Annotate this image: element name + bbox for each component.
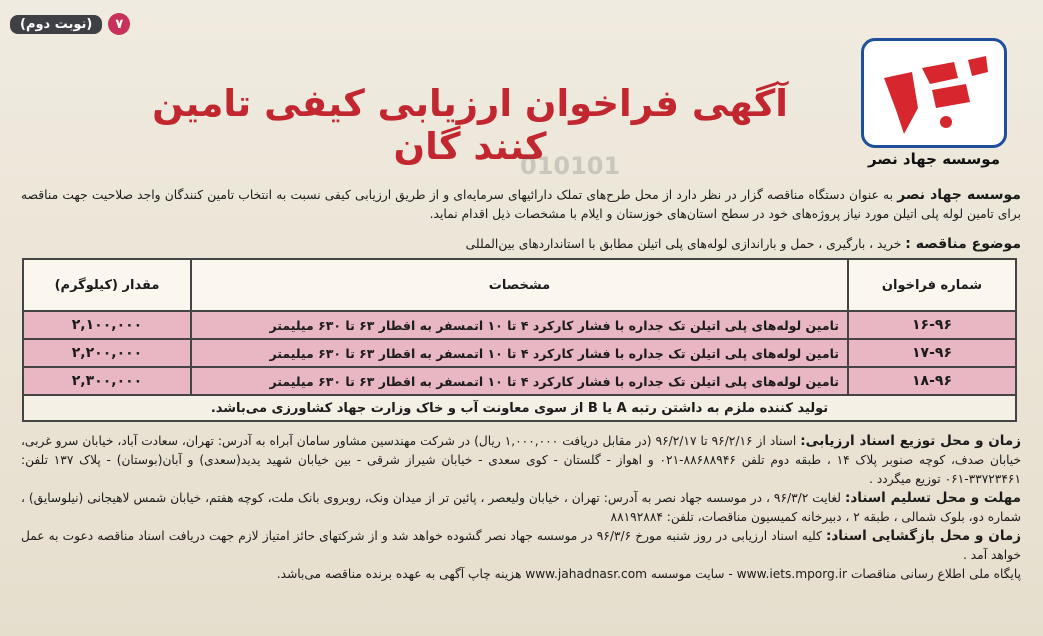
row-spec: تامین لوله‌های پلی اتیلن تک جداره با فشار کارکرد ۴ تا ۱۰ اتمسفر به اقطار ۶۳ تا ۶۳۰ میلیمتر — [191, 339, 848, 367]
row-qty: ۲,۱۰۰,۰۰۰ — [23, 311, 191, 339]
row-number: ۱۷-۹۶ — [848, 339, 1016, 367]
round-label: (نوبت دوم) — [10, 15, 102, 34]
opening-text: کلیه اسناد ارزیابی در روز شنبه مورخ ۹۶/۳/۶ در موسسه جهاد نصر گشوده خواهد شد و از شرکتهای حائز امتیاز لازم جهت دریافت اسناد مناقصه دعوت به عمل خواهد آمد . — [21, 529, 1021, 562]
submission-text: لغایت ۹۶/۳/۲ ، در موسسه جهاد نصر به آدرس: تهران ، خیابان ولیعصر ، پائین تر از میدان ونک، روبروی بانک ملت، کوچه هفتم، خیابان شمس لاهیجانی (نیلوسایق) ، شماره دو، بلوک شمالی ، طبقه ۲ ، دبیرخانه کمیسیون مناقصات، تلفن: ۸۸۱۹۲۸۸۴ — [21, 491, 1021, 524]
logo-mark-icon — [874, 48, 994, 138]
ad-title: آگهی فراخوان ارزیابی کیفی تامین کنند گان — [152, 82, 788, 168]
distribution-text: اسناد از ۹۶/۲/۱۶ تا ۹۶/۲/۱۷ (در مقابل دریافت ۱,۰۰۰,۰۰۰ ریال) در شرکت مهندسین مشاور سامان آبراه به آدرس: تهران، سعادت آباد، خیابان سرو غربی، خیابان صدف، کوچه صنوبر پلاک ۱۴ ، طبقه دوم تلفن ۸۸۶۸۸۹۴۶-۰۲۱ و اهواز - گلستان - کوی سعدی - خیابان شیراز شرقی - بین خیابان شهید یدید(سعدی) و آبان(بوستان) - پلاک ۱۳۷ تلفن: ۳۳۷۲۳۴۶۱-۰۶۱ توزیع میگردد . — [21, 434, 1022, 486]
row-spec: تامین لوله‌های پلی اتیلن تک جداره با فشار کارکرد ۴ تا ۱۰ اتمسفر به اقطار ۶۳ تا ۶۳۰ میلیمتر — [191, 311, 848, 339]
logo-caption: موسسه جهاد نصر — [867, 150, 1001, 168]
org-name: موسسه جهاد نصر — [897, 187, 1021, 203]
submission-paragraph — [21, 489, 1021, 527]
intro-text: به عنوان دستگاه مناقصه گزار در نظر دارد از محل طرح‌های تملک دارائیهای سرمایه‌ای و از طریق ارزیابی کیفی نسبت به انتخاب تامین کنندگان واجد صلاحیت جهت مناقصه برای تامین لوله پلی اتیلن مورد نیاز پروژه‌های خود در سطح استان‌های خوزستان و ایلام با مشخصات ذیل اقدام نماید. — [21, 188, 1021, 221]
subject-text: خرید ، بارگیری ، حمل و باراندازی لوله‌های پلی اتیلن مطابق با استانداردهای بین‌المللی — [465, 237, 902, 251]
table-footer-row — [23, 395, 1016, 421]
row-number: ۱۸-۹۶ — [848, 367, 1016, 395]
table-row — [23, 339, 1016, 367]
header-spec: مشخصات — [191, 259, 848, 311]
row-spec: تامین لوله‌های پلی اتیلن تک جداره با فشار کارکرد ۴ تا ۱۰ اتمسفر به اقطار ۶۳ تا ۶۳۰ میلیمتر — [191, 367, 848, 395]
distribution-paragraph — [21, 432, 1021, 489]
watermark: 010101 — [520, 152, 621, 180]
spec-table — [22, 258, 1017, 422]
tender-subject — [21, 236, 1021, 252]
opening-paragraph — [21, 527, 1021, 565]
subject-label: موضوع مناقصه : — [905, 236, 1021, 252]
row-number: ۱۶-۹۶ — [848, 311, 1016, 339]
distribution-label: زمان و محل توزیع اسناد ارزیابی: — [800, 433, 1022, 449]
table-row — [23, 311, 1016, 339]
table-footer: تولید کننده ملزم به داشتن رتبه A یا B از سوی معاونت آب و خاک وزارت جهاد کشاورزی می‌باشد. — [23, 395, 1016, 421]
submission-label: مهلت و محل تسلیم اسناد: — [844, 490, 1021, 506]
table-header — [23, 259, 1016, 311]
round-badge — [10, 13, 130, 35]
intro-paragraph — [21, 186, 1021, 224]
header-qty: مقدار (کیلوگرم) — [23, 259, 191, 311]
issue-number: ۷ — [108, 13, 130, 35]
details-section — [21, 432, 1021, 584]
row-qty: ۲,۳۰۰,۰۰۰ — [23, 367, 191, 395]
header-number: شماره فراخوان — [848, 259, 1016, 311]
opening-label: زمان و محل بازگشایی اسناد: — [825, 528, 1022, 544]
table-row — [23, 367, 1016, 395]
jahad-nasr-logo — [861, 38, 1007, 148]
row-qty: ۲,۲۰۰,۰۰۰ — [23, 339, 191, 367]
footer-paragraph: پایگاه ملی اطلاع رسانی مناقصات www.iets.mporg.ir - سایت موسسه www.jahadnasr.com هزینه چاپ آگهی به عهده برنده مناقصه می‌باشد. — [276, 567, 1021, 581]
